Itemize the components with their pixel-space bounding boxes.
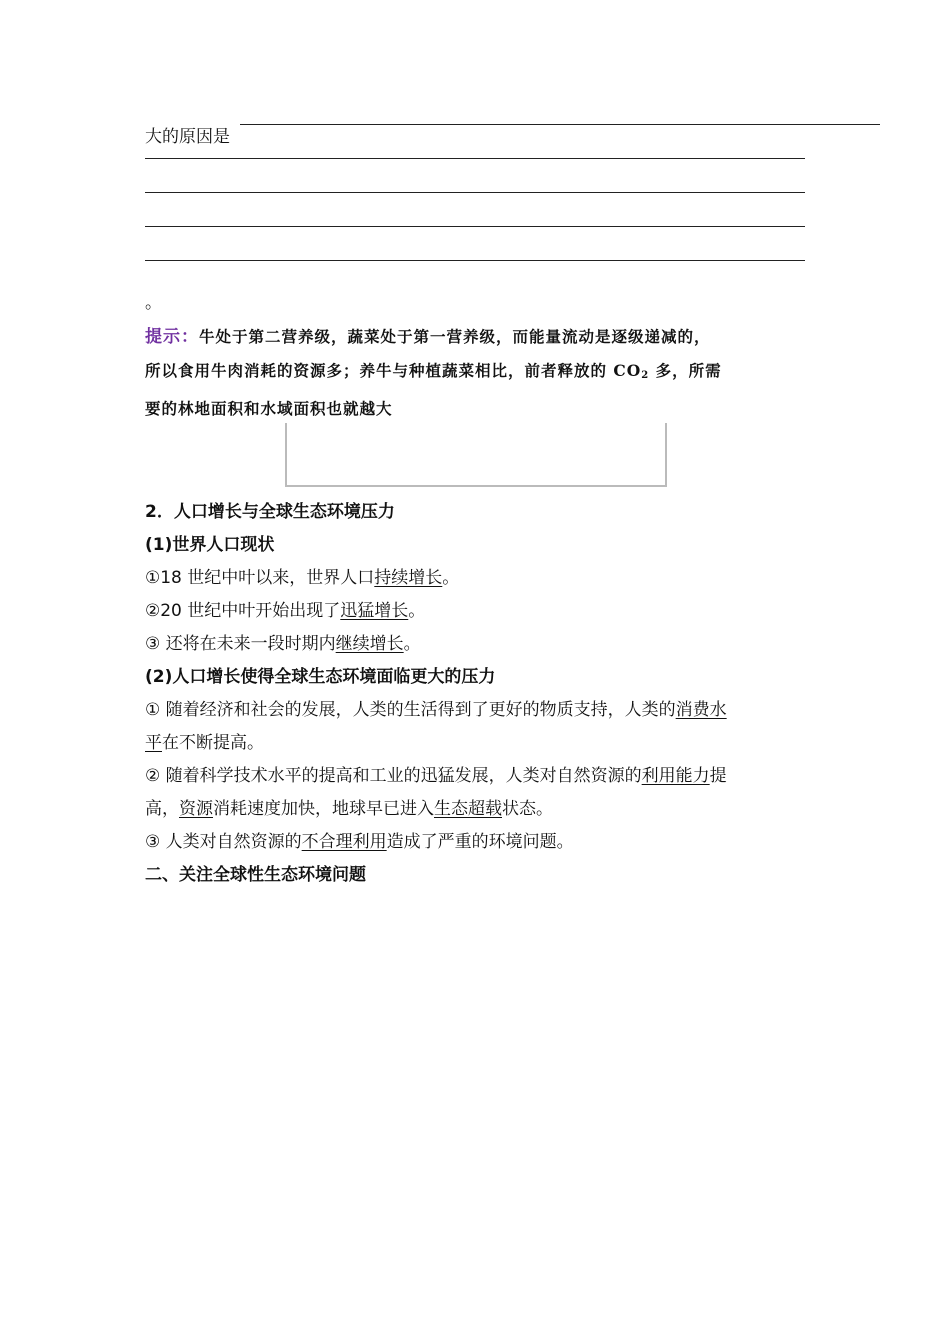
p1-underline-2: 平 bbox=[145, 733, 162, 753]
item-1-end: 。 bbox=[442, 568, 460, 588]
item-1 bbox=[145, 562, 807, 595]
hint-text-2b: 多，所需 bbox=[649, 361, 722, 380]
item-2 bbox=[145, 595, 807, 628]
answer-blank-2[interactable] bbox=[145, 158, 805, 159]
p2-underline-1: 利用能力 bbox=[641, 766, 710, 786]
paragraph-1 bbox=[145, 694, 807, 760]
answer-blank-4[interactable] bbox=[145, 226, 805, 227]
section-2 bbox=[145, 496, 807, 892]
answer-blank-1[interactable] bbox=[240, 124, 880, 125]
p2-end: 状态。 bbox=[502, 799, 553, 819]
p2-underline-3: 生态超载 bbox=[434, 799, 502, 819]
p3-text: ③ 人类对自然资源的 bbox=[145, 832, 302, 852]
p3-underline: 不合理利用 bbox=[301, 832, 387, 852]
subheading-2: (2)人口增长使得全球生态环境面临更大的压力 bbox=[145, 667, 496, 687]
item-1-text: ①18 世纪中叶以来，世界人口 bbox=[145, 568, 375, 588]
item-3 bbox=[145, 628, 807, 661]
hint-frame bbox=[285, 423, 667, 487]
item-2-underline: 迅猛增长 bbox=[340, 601, 409, 621]
hint-line-2 bbox=[145, 354, 807, 392]
answer-blank-5[interactable] bbox=[145, 260, 805, 261]
hint-text-1: 牛处于第二营养级，蔬菜处于第一营养级，而能量流动是逐级递减的， bbox=[199, 327, 711, 346]
section-heading-2: 二、关注全球性生态环境问题 bbox=[145, 865, 366, 885]
item-3-end: 。 bbox=[403, 634, 421, 654]
answer-blank-3[interactable] bbox=[145, 192, 805, 193]
question-end bbox=[145, 292, 162, 314]
hint-text-2a: 所以食用牛肉消耗的资源多；养牛与种植蔬菜相比，前者释放的 CO bbox=[145, 361, 642, 380]
p1-text: ① 随着经济和社会的发展，人类的生活得到了更好的物质支持，人类的 bbox=[145, 700, 676, 720]
item-2-end: 。 bbox=[408, 601, 426, 621]
p2-underline-2: 资源 bbox=[179, 799, 213, 819]
p3-end: 造成了严重的环境问题。 bbox=[386, 832, 574, 852]
item-2-text: ②20 世纪中叶开始出现了 bbox=[145, 601, 341, 621]
hint-block bbox=[145, 320, 807, 425]
p2-text-b: 提 bbox=[709, 766, 727, 786]
question-lead-text: 大的原因是 bbox=[145, 127, 230, 147]
hint-label: 提示： bbox=[145, 327, 199, 347]
p2-text-c: 高， bbox=[145, 799, 179, 819]
paragraph-2 bbox=[145, 760, 807, 826]
hint-line-3 bbox=[145, 392, 807, 425]
hint-line-1 bbox=[145, 320, 807, 354]
item-3-underline: 继续增长 bbox=[335, 634, 404, 654]
item-3-text: ③ 还将在未来一段时期内 bbox=[145, 634, 336, 654]
p1-end: 在不断提高。 bbox=[162, 733, 264, 753]
p1-underline-1: 消费水 bbox=[675, 700, 727, 720]
paragraph-3 bbox=[145, 826, 807, 859]
question-end-mark: 。 bbox=[145, 293, 162, 313]
p2-text-d: 消耗速度加快，地球早已进入 bbox=[213, 799, 434, 819]
hint-subscript: 2 bbox=[641, 370, 650, 381]
question-lead bbox=[145, 126, 230, 148]
section-2-heading: 2．人口增长与全球生态环境压力 bbox=[145, 502, 395, 522]
subheading-1: (1)世界人口现状 bbox=[145, 535, 275, 555]
p2-text: ② 随着科学技术水平的提高和工业的迅猛发展，人类对自然资源的 bbox=[145, 766, 642, 786]
hint-text-3: 要的林地面积和水域面积也就越大 bbox=[145, 399, 393, 418]
item-1-underline: 持续增长 bbox=[374, 568, 443, 588]
